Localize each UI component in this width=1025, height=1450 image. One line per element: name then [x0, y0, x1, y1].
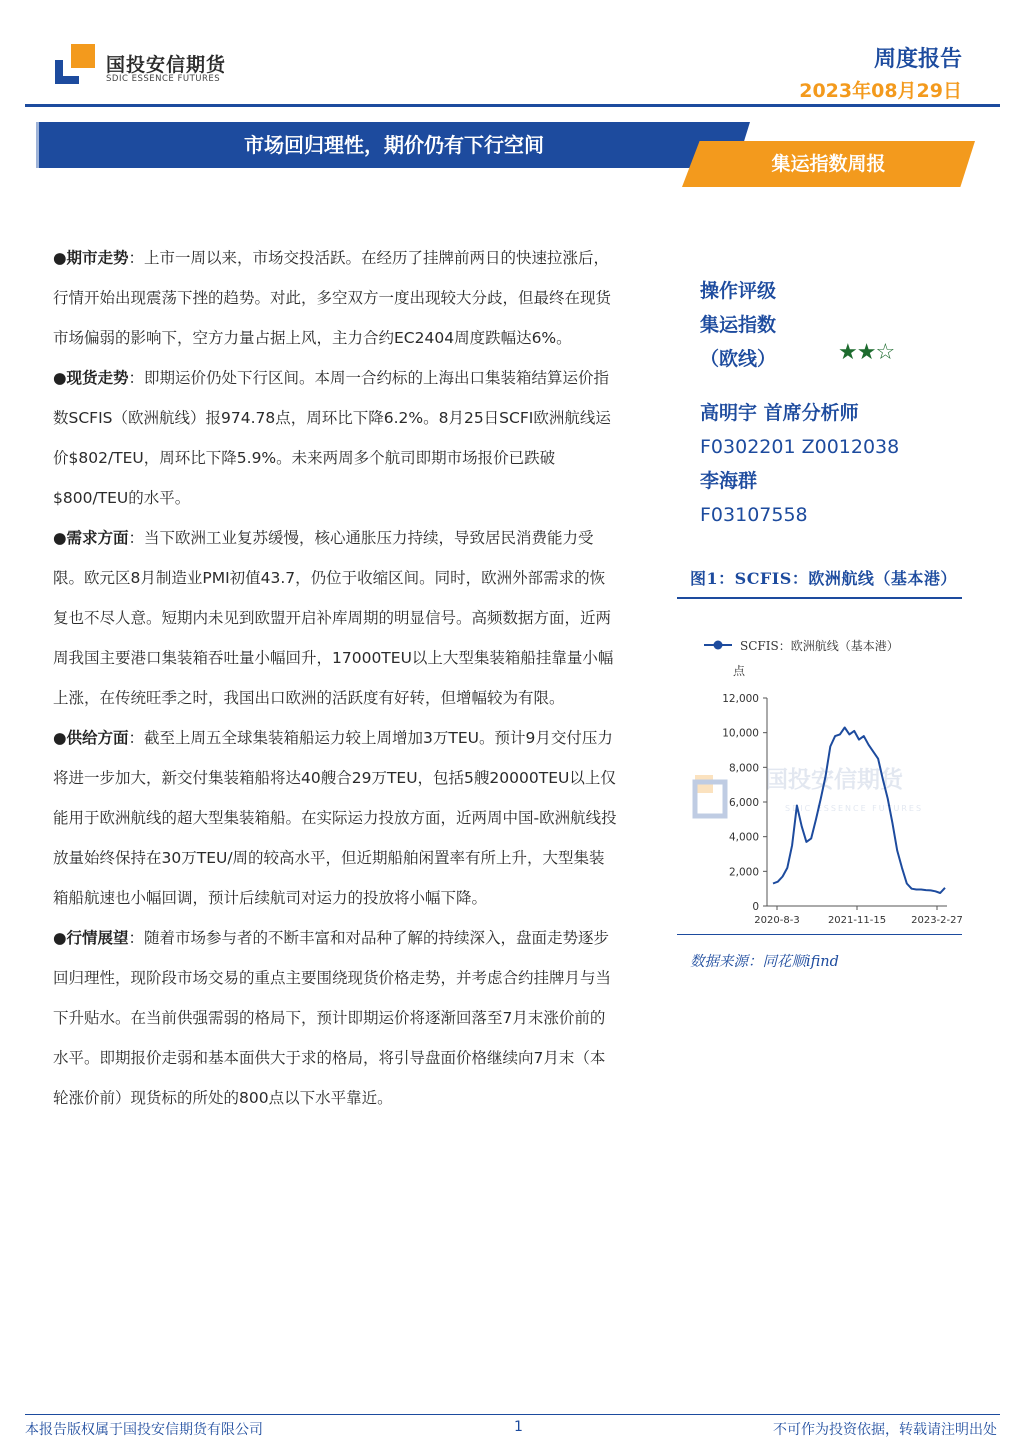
main-body: [53, 238, 618, 1118]
paragraph-lead: ●需求方面: [53, 529, 129, 547]
y-tick-label: 10,000: [722, 727, 759, 740]
report-date: 2023年08月29日: [799, 80, 962, 102]
footer-disclaimer: 不可作为投资依据，转载请注明出处: [773, 1422, 997, 1438]
paragraph-supply: [53, 718, 618, 918]
x-tick-label: 2023-2-27: [911, 915, 962, 926]
paragraph-futures-trend: [53, 238, 618, 358]
analyst-id-1: F0302201 Z0012038: [700, 436, 900, 458]
y-tick-label: 6,000: [728, 797, 759, 809]
y-tick-label: 4,000: [728, 831, 759, 844]
logo-company-name: 国投安信期货: [106, 54, 227, 76]
analyst-name-1: 高明宇 首席分析师: [700, 402, 859, 424]
rating-block: [700, 274, 776, 376]
figure-top-rule: [677, 597, 962, 599]
report-title: 市场回归理性，期价仍有下行空间: [244, 133, 544, 157]
paragraph-demand: [53, 518, 618, 718]
data-source: 数据来源：同花顺ifind: [690, 954, 839, 970]
report-type: 周度报告: [873, 47, 962, 72]
rating-route: （欧线）: [700, 348, 777, 370]
analyst-id-2: F03107558: [700, 504, 808, 526]
scfis-line-chart: [677, 610, 962, 936]
analyst-name-2: 李海群: [700, 470, 758, 492]
header-divider: [25, 104, 1000, 107]
footer-copyright: 本报告版权属于国投安信期货有限公司: [25, 1422, 263, 1438]
chart-legend: [704, 638, 899, 678]
x-tick-label: 2020-8-3: [754, 915, 800, 926]
chart-container: [677, 610, 962, 936]
figure-title: 图1：SCFIS：欧洲航线（基本港）: [690, 569, 957, 588]
paragraph-lead: ●供给方面: [53, 729, 129, 747]
legend-marker-icon: [714, 641, 723, 650]
report-subtitle: 集运指数周报: [771, 153, 886, 175]
paragraph-text: ：截至上周五全球集装箱船运力较上周增加3万TEU。预计9月交付压力将进一步加大，新交付集装箱船将达40艘合29万TEU，包括5艘20000TEU以上仅能用于欧洲航线的超大型集装箱船。在实际运力投放方面，近两周中国-欧洲航线投放量始终保持在30万TEU/周的较高水平，但近期船舶闲置率有所上升，大型集装箱船航速也小幅回调，预计后续航司对运力的投放将小幅下降。: [53, 729, 617, 907]
rating-stars-icon: ★★☆: [838, 340, 895, 365]
paragraph-lead: ●行情展望: [53, 929, 129, 947]
y-tick-label: 0: [752, 901, 759, 913]
y-tick-label: 8,000: [728, 762, 759, 775]
legend-label: SCFIS：欧洲航线（基本港）: [740, 639, 899, 653]
analyst-block: [700, 396, 899, 532]
figure-bottom-rule: [677, 934, 962, 935]
paragraph-text: ：随着市场参与者的不断丰富和对品种了解的持续深入，盘面走势逐步回归理性，现阶段市场交易的重点主要围绕现货价格走势，并考虑合约挂牌月与当下升贴水。在当前供强需弱的格局下，预计即期运价将逐渐回落至7月末涨价前的水平。即期报价走弱和基本面供大于求的格局，将引导盘面价格继续向7月末（本轮涨价前）现货标的所处的800点以下水平靠近。: [53, 929, 612, 1107]
watermark-text: 国投安信期货: [765, 767, 903, 793]
logo-company-name-en: SDIC ESSENCE FUTURES: [106, 74, 221, 84]
paragraph-lead: ●期市走势: [53, 249, 129, 267]
paragraph-text: ：当下欧洲工业复苏缓慢，核心通胀压力持续，导致居民消费能力受限。欧元区8月制造业PMI初值43.7，仍位于收缩区间。同时，欧洲外部需求的恢复也不尽人意。短期内未见到欧盟开启补库周期的明显信号。高频数据方面，近两周我国主要港口集装箱吞吐量小幅回升，17000TEU以上大型集装箱船挂靠量小幅上涨，在传统旺季之时，我国出口欧洲的活跃度有好转，但增幅较为有限。: [53, 529, 614, 707]
rating-product: 集运指数: [700, 314, 777, 336]
paragraph-text: ：即期运价仍处下行区间。本周一合约标的上海出口集装箱结算运价指数SCFIS（欧洲航线）报974.78点，周环比下降6.2%。8月25日SCFI欧洲航线运价$802/TEU，周环比下降5.9%。未来两周多个航司即期市场报价已跌破$800/TEU的水平。: [53, 369, 611, 507]
paragraph-text: ：上市一周以来，市场交投活跃。在经历了挂牌前两日的快速拉涨后，行情开始出现震荡下挫的趋势。对此，多空双方一度出现较大分歧，但最终在现货市场偏弱的影响下，空方力量占据上风，主力合约EC2404周度跌幅达6%。: [53, 249, 612, 347]
legend-unit: 点: [733, 664, 746, 678]
rating-label: 操作评级: [700, 280, 777, 302]
page-number: 1: [514, 1419, 523, 1435]
y-tick-label: 12,000: [722, 693, 759, 705]
company-logo-icon: [55, 44, 97, 84]
paragraph-spot-trend: [53, 358, 618, 518]
paragraph-lead: ●现货走势: [53, 369, 129, 387]
y-tick-label: 2,000: [728, 866, 759, 879]
paragraph-outlook: [53, 918, 618, 1118]
footer-divider: [25, 1414, 1000, 1415]
x-tick-label: 2021-11-15: [827, 915, 887, 926]
watermark-text-en: SDIC ESSENCE FUTURES: [785, 804, 924, 813]
